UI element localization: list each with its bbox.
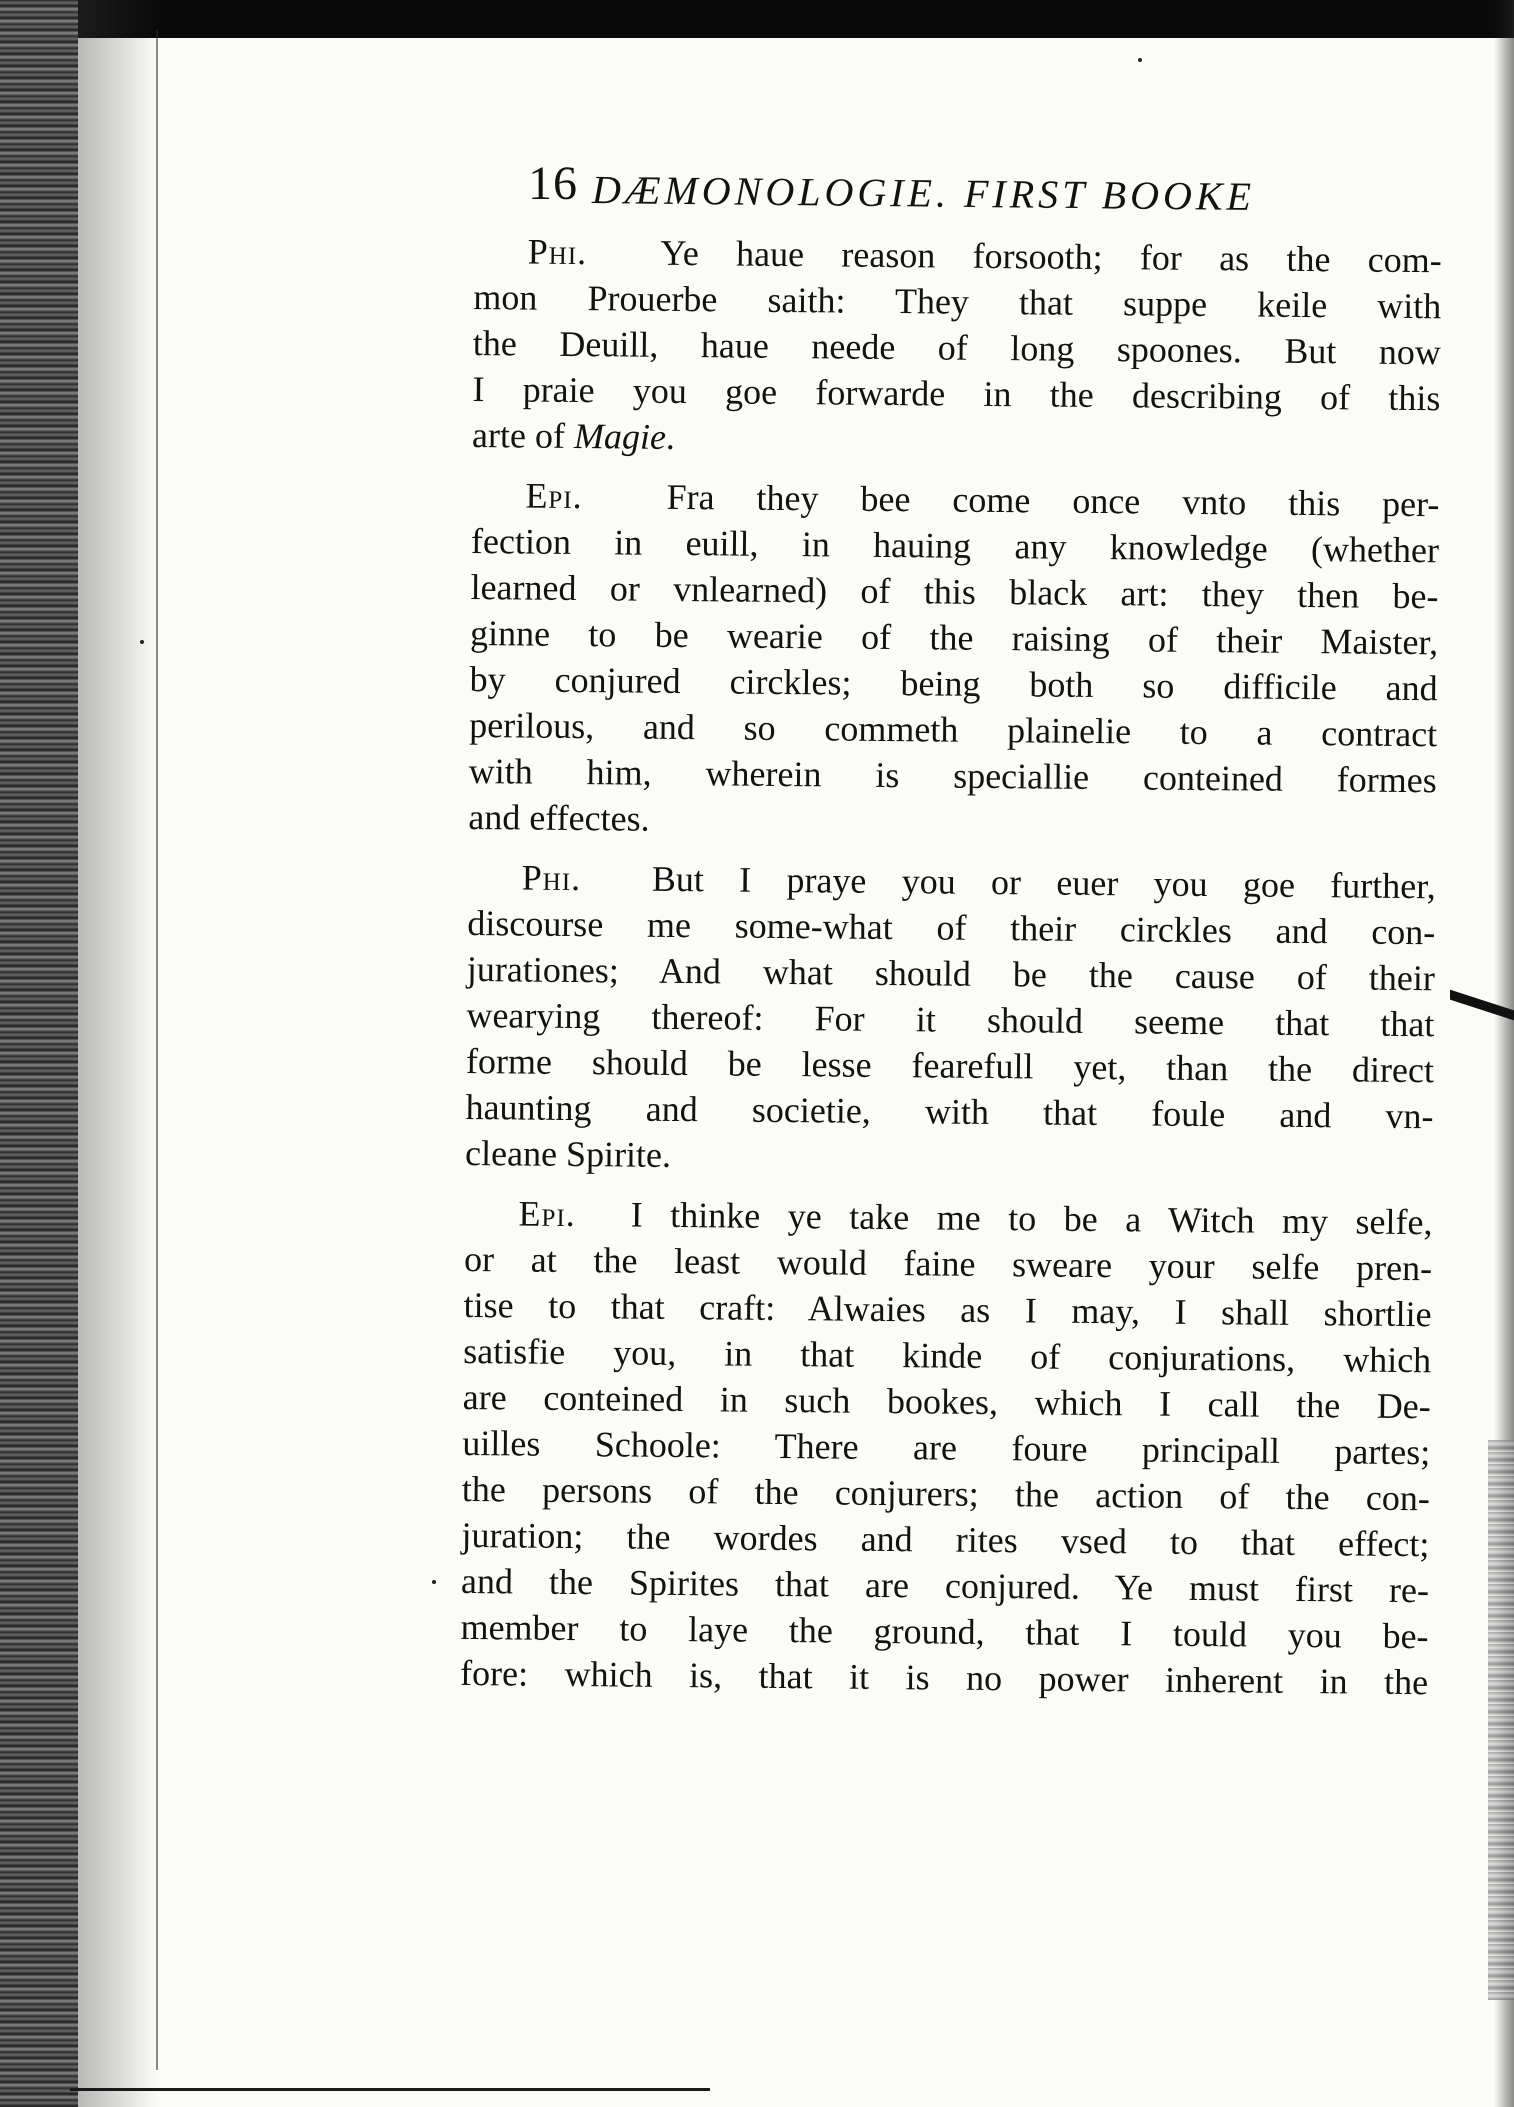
text-line: mon Prouerbe saith: They that suppe keile with — [473, 276, 1442, 327]
text-line: and the Spirites that are conjured. Ye must first re- — [460, 1560, 1430, 1611]
text-line: with him, wherein is speciallie conteined formes — [468, 750, 1437, 801]
text-line: by conjured circkles; being both so difficile and — [469, 658, 1438, 709]
text-line: perilous, and so commeth plainelie to a contract — [469, 704, 1438, 755]
gutter-shadow — [78, 0, 158, 2107]
text-line: uilles Schoole: There are foure principall partes; — [462, 1422, 1431, 1473]
speaker-label: Phi. — [527, 231, 588, 273]
text-line: wearying thereof: For it should seeme that that — [466, 994, 1435, 1045]
text-line: the persons of the conjurers; the action of the con- — [461, 1468, 1431, 1519]
text-line: Phi. But I praye you or euer you goe further, — [521, 857, 1436, 907]
text-line: Epi. I thinke ye take me to be a Witch my selfe, — [518, 1193, 1433, 1243]
speaker-label: Epi. — [518, 1193, 576, 1235]
text-line: are conteined in such bookes, which I call the De- — [462, 1376, 1431, 1427]
paragraph-phi-1 — [472, 228, 1442, 467]
text-line: fection in euill, in hauing any knowledge (whether — [470, 520, 1440, 571]
text-line: and effectes. — [468, 796, 650, 839]
paragraph-epi-2 — [460, 1190, 1433, 1705]
text-line: haunting and societie, with that foule and vn- — [465, 1086, 1434, 1137]
paragraph-epi-1 — [468, 472, 1439, 849]
text-line: discourse me some-what of their circkles and con- — [467, 902, 1436, 953]
bottom-edge-rule — [70, 2088, 710, 2091]
page-edge-line — [156, 30, 158, 2070]
text-line: I praie you goe forwarde in the describing of this — [472, 368, 1441, 419]
right-edge-speckle — [1488, 1440, 1514, 2000]
text-line: ginne to be wearie of the raising of their Maister, — [469, 612, 1439, 663]
italic-word: Magie — [573, 415, 667, 457]
running-title: DÆMONOLOGIE. FIRST BOOKE — [591, 167, 1256, 219]
ink-speck — [432, 1580, 436, 1584]
text-line: satisfie you, in that kinde of conjurations, which — [463, 1330, 1432, 1381]
text-line: cleane Spirite. — [464, 1132, 672, 1175]
speaker-label: Phi. — [521, 857, 582, 899]
text-line: member to laye the ground, that I tould you be- — [460, 1606, 1429, 1657]
speaker-label: Epi. — [525, 475, 583, 517]
ink-speck — [1138, 58, 1142, 62]
ink-speck — [140, 640, 144, 644]
text-line: juration; the wordes and rites vsed to that effect; — [461, 1514, 1430, 1565]
text-line: Epi. Fra they bee come once vnto this per- — [525, 475, 1440, 525]
text-line: or at the least would faine sweare your selfe pren- — [463, 1238, 1433, 1289]
paragraph-phi-2 — [465, 854, 1436, 1185]
binding-gutter — [0, 0, 78, 2107]
text-line: tise to that craft: Alwaies as I may, I shall shortlie — [463, 1284, 1432, 1335]
text-line: fore: which is, that it is no power inherent in the — [459, 1652, 1429, 1703]
body-text — [460, 228, 1442, 1719]
running-head — [528, 150, 1358, 226]
text-line: the Deuill, haue neede of long spoones. But now — [472, 322, 1442, 373]
text-line: jurationes; And what should be the cause of their — [466, 948, 1436, 999]
text-line: arte of Magie. — [471, 414, 676, 457]
scan-top-border — [0, 0, 1514, 38]
text-line: Phi. Ye haue reason forsooth; for as the com- — [527, 231, 1442, 281]
page-number: 16 — [528, 157, 578, 210]
text-line: learned or vnlearned) of this black art: they then be- — [470, 566, 1439, 617]
text-line: forme should be lesse fearefull yet, than the direct — [465, 1040, 1435, 1091]
